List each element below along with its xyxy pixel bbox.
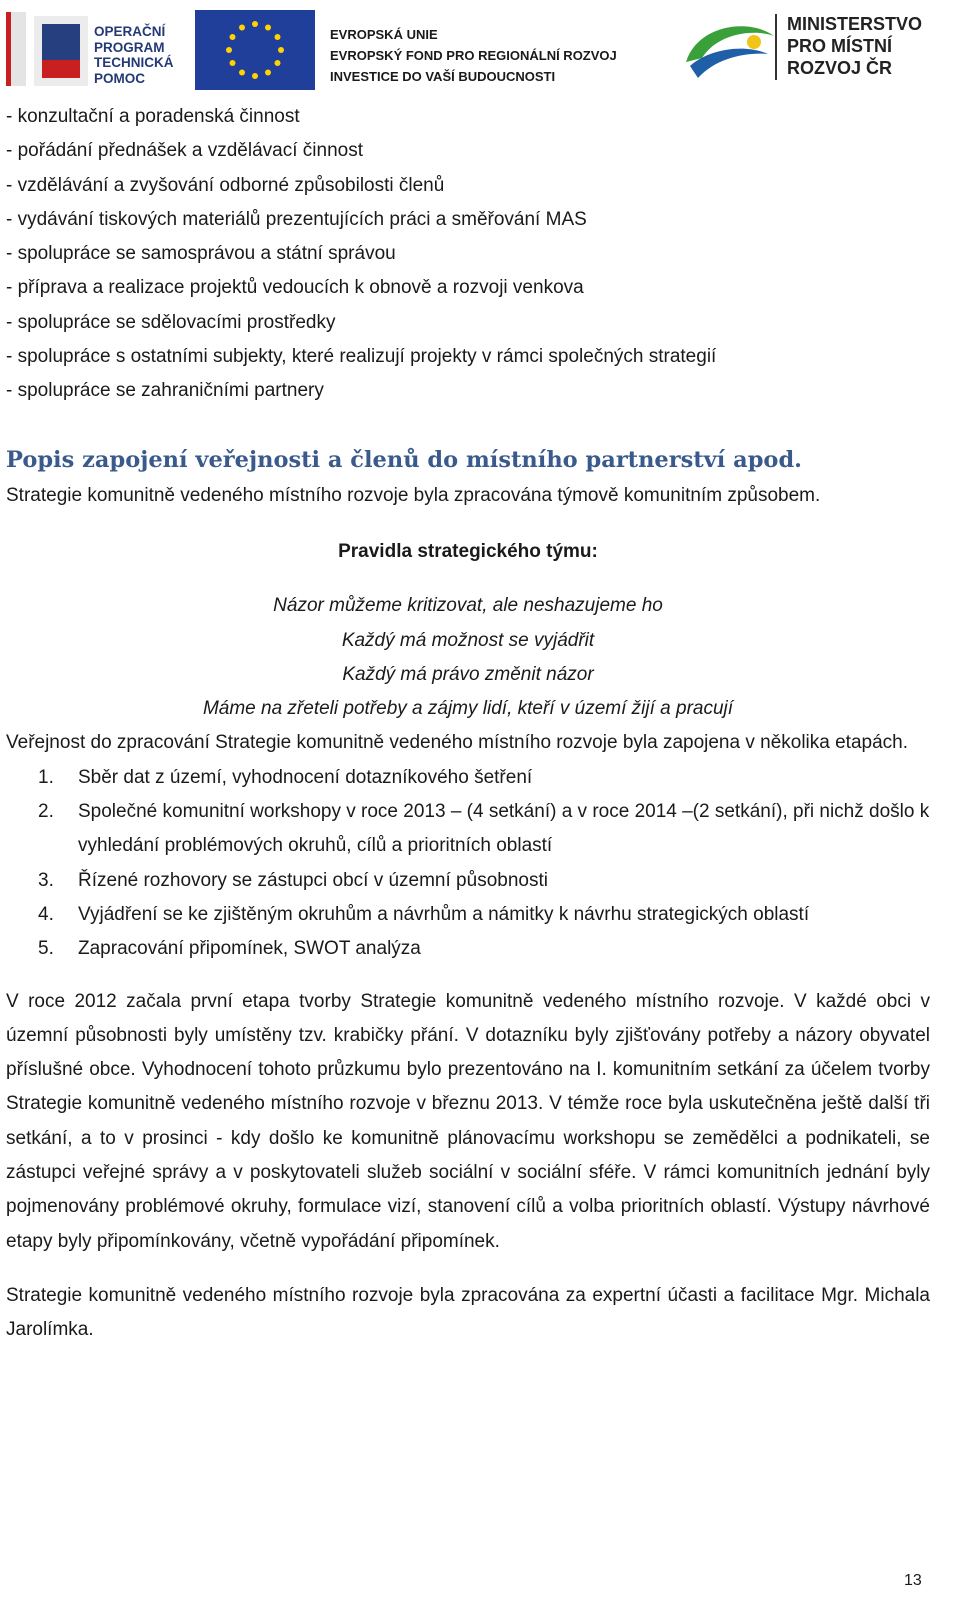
list-item: - spolupráce se samosprávou a státní správou [6,243,396,265]
header-divider [775,14,777,80]
step-text: Zapracování připomínek, SWOT analýza [78,938,421,960]
steps-list [6,761,930,967]
list-item: - spolupráce se sdělovacími prostředky [6,311,336,333]
page-header [0,0,960,95]
rule-item: Máme na zřeteli potřeby a zájmy lidí, kteří v území žijí a pracují [202,698,734,720]
optp-logo-text: OPERAČNÍ PROGRAM TECHNICKÁ POMOC [94,24,174,86]
list-item: - spolupráce s ostatními subjekty, které realizují projekty v rámci společných strategií [6,346,717,368]
step-text: Společné komunitní workshopy v roce 2013 – (4 setkání) a v roce 2014 –(2 setkání), při nichž došlo k vyhledání problémových okruhů, cílů a prioritních oblastí [78,801,930,857]
intro-paragraph: Strategie komunitně vedeného místního rozvoje byla zpracována týmově komunitním způsobem. [6,484,821,506]
optp-logo [6,8,184,88]
list-item: - vydávání tiskových materiálů prezentujících práci a směřování MAS [6,208,587,230]
list-item: - spolupráce se zahraničními partnery [6,380,324,402]
ministry-logo-text: MINISTERSTVO PRO MÍSTNÍ ROZVOJ ČR [787,14,923,78]
rules-list [6,589,930,726]
list-item: - pořádání přednášek a vzdělávací činnost [6,140,363,162]
list-item: - vzdělávání a zvyšování odborné způsobilosti členů [6,174,445,196]
step-number: 3. [38,869,54,891]
list-item: - konzultační a poradenská činnost [6,106,300,127]
section-heading: Popis zapojení veřejnosti a členů do místního partnerství apod. [6,446,803,473]
rule-item: Každý má možnost se vyjádřit [341,629,595,651]
document-body [6,100,930,1348]
step-item [6,932,930,966]
optp-emblem-icon [34,16,88,86]
step-item [6,864,930,898]
optp-logo-mark [6,12,26,86]
step-text: Vyjádření se ke zjištěným okruhům a návrhům a námitky k návrhu strategických oblastí [78,903,810,925]
eu-flag-icon [195,10,315,90]
eu-funding-text: EVROPSKÁ UNIE EVROPSKÝ FOND PRO REGIONÁLNÍ ROZVOJ INVESTICE DO VAŠÍ BUDOUCNOSTI [330,27,617,84]
step-text: Řízené rozhovory se zástupci obcí v územní působnosti [78,869,548,891]
rule-item: Každý má právo změnit názor [342,663,594,685]
step-item [6,898,930,932]
list-item: - příprava a realizace projektů vedoucích k obnově a rozvoji venkova [6,277,584,299]
public-involvement-paragraph: Veřejnost do zpracování Strategie komunitně vedeného místního rozvoje byla zapojena v několika etapách. [6,732,909,754]
step-number: 5. [38,938,54,960]
history-paragraph: V roce 2012 začala první etapa tvorby Strategie komunitně vedeného místního rozvoje. V každé obci v územní působnosti byly umístěny tzv. krabičky přání. V dotazníku byly zjišťovány potřeby a názory obyvatel příslušné obce. Vyhodnocení tohoto průzkumu bylo prezentováno na I. komunitním setkání za účelem tvorby Strategie komunitně vedeného místního rozvoje v březnu 2013. V témže roce byla uskutečněna ještě další tři setkání, a to v prosinci - kdy došlo ke komunitně plánovacímu workshopu se zemědělci a podnikateli, se zástupci veřejné správy a v poskytovateli služeb sociální v sociální sféře. V rámci komunitních jednání byly pojmenovány problémové okruhy, formulace vizí, stanovení cílů a volba prioritních oblastí. Výstupy návrhové etapy byly připomínkovány, včetně vypořádání připomínek. [6,990,930,1252]
step-number: 2. [38,801,54,823]
rules-title: Pravidla strategického týmu: [338,540,598,562]
step-number: 4. [38,903,54,925]
step-text: Sběr dat z území, vyhodnocení dotazníkového šetření [78,766,533,788]
page-number: 13 [904,1572,922,1589]
step-item [6,761,930,795]
ministry-logo-icon [680,18,780,86]
activity-list [6,100,930,409]
step-item [6,795,930,864]
step-number: 1. [38,766,54,788]
rule-item: Názor můžeme kritizovat, ale neshazujeme ho [273,595,663,617]
facilitation-paragraph: Strategie komunitně vedeného místního rozvoje byla zpracována za expertní účasti a facilitace Mgr. Michala Jarolímka. [6,1284,930,1341]
